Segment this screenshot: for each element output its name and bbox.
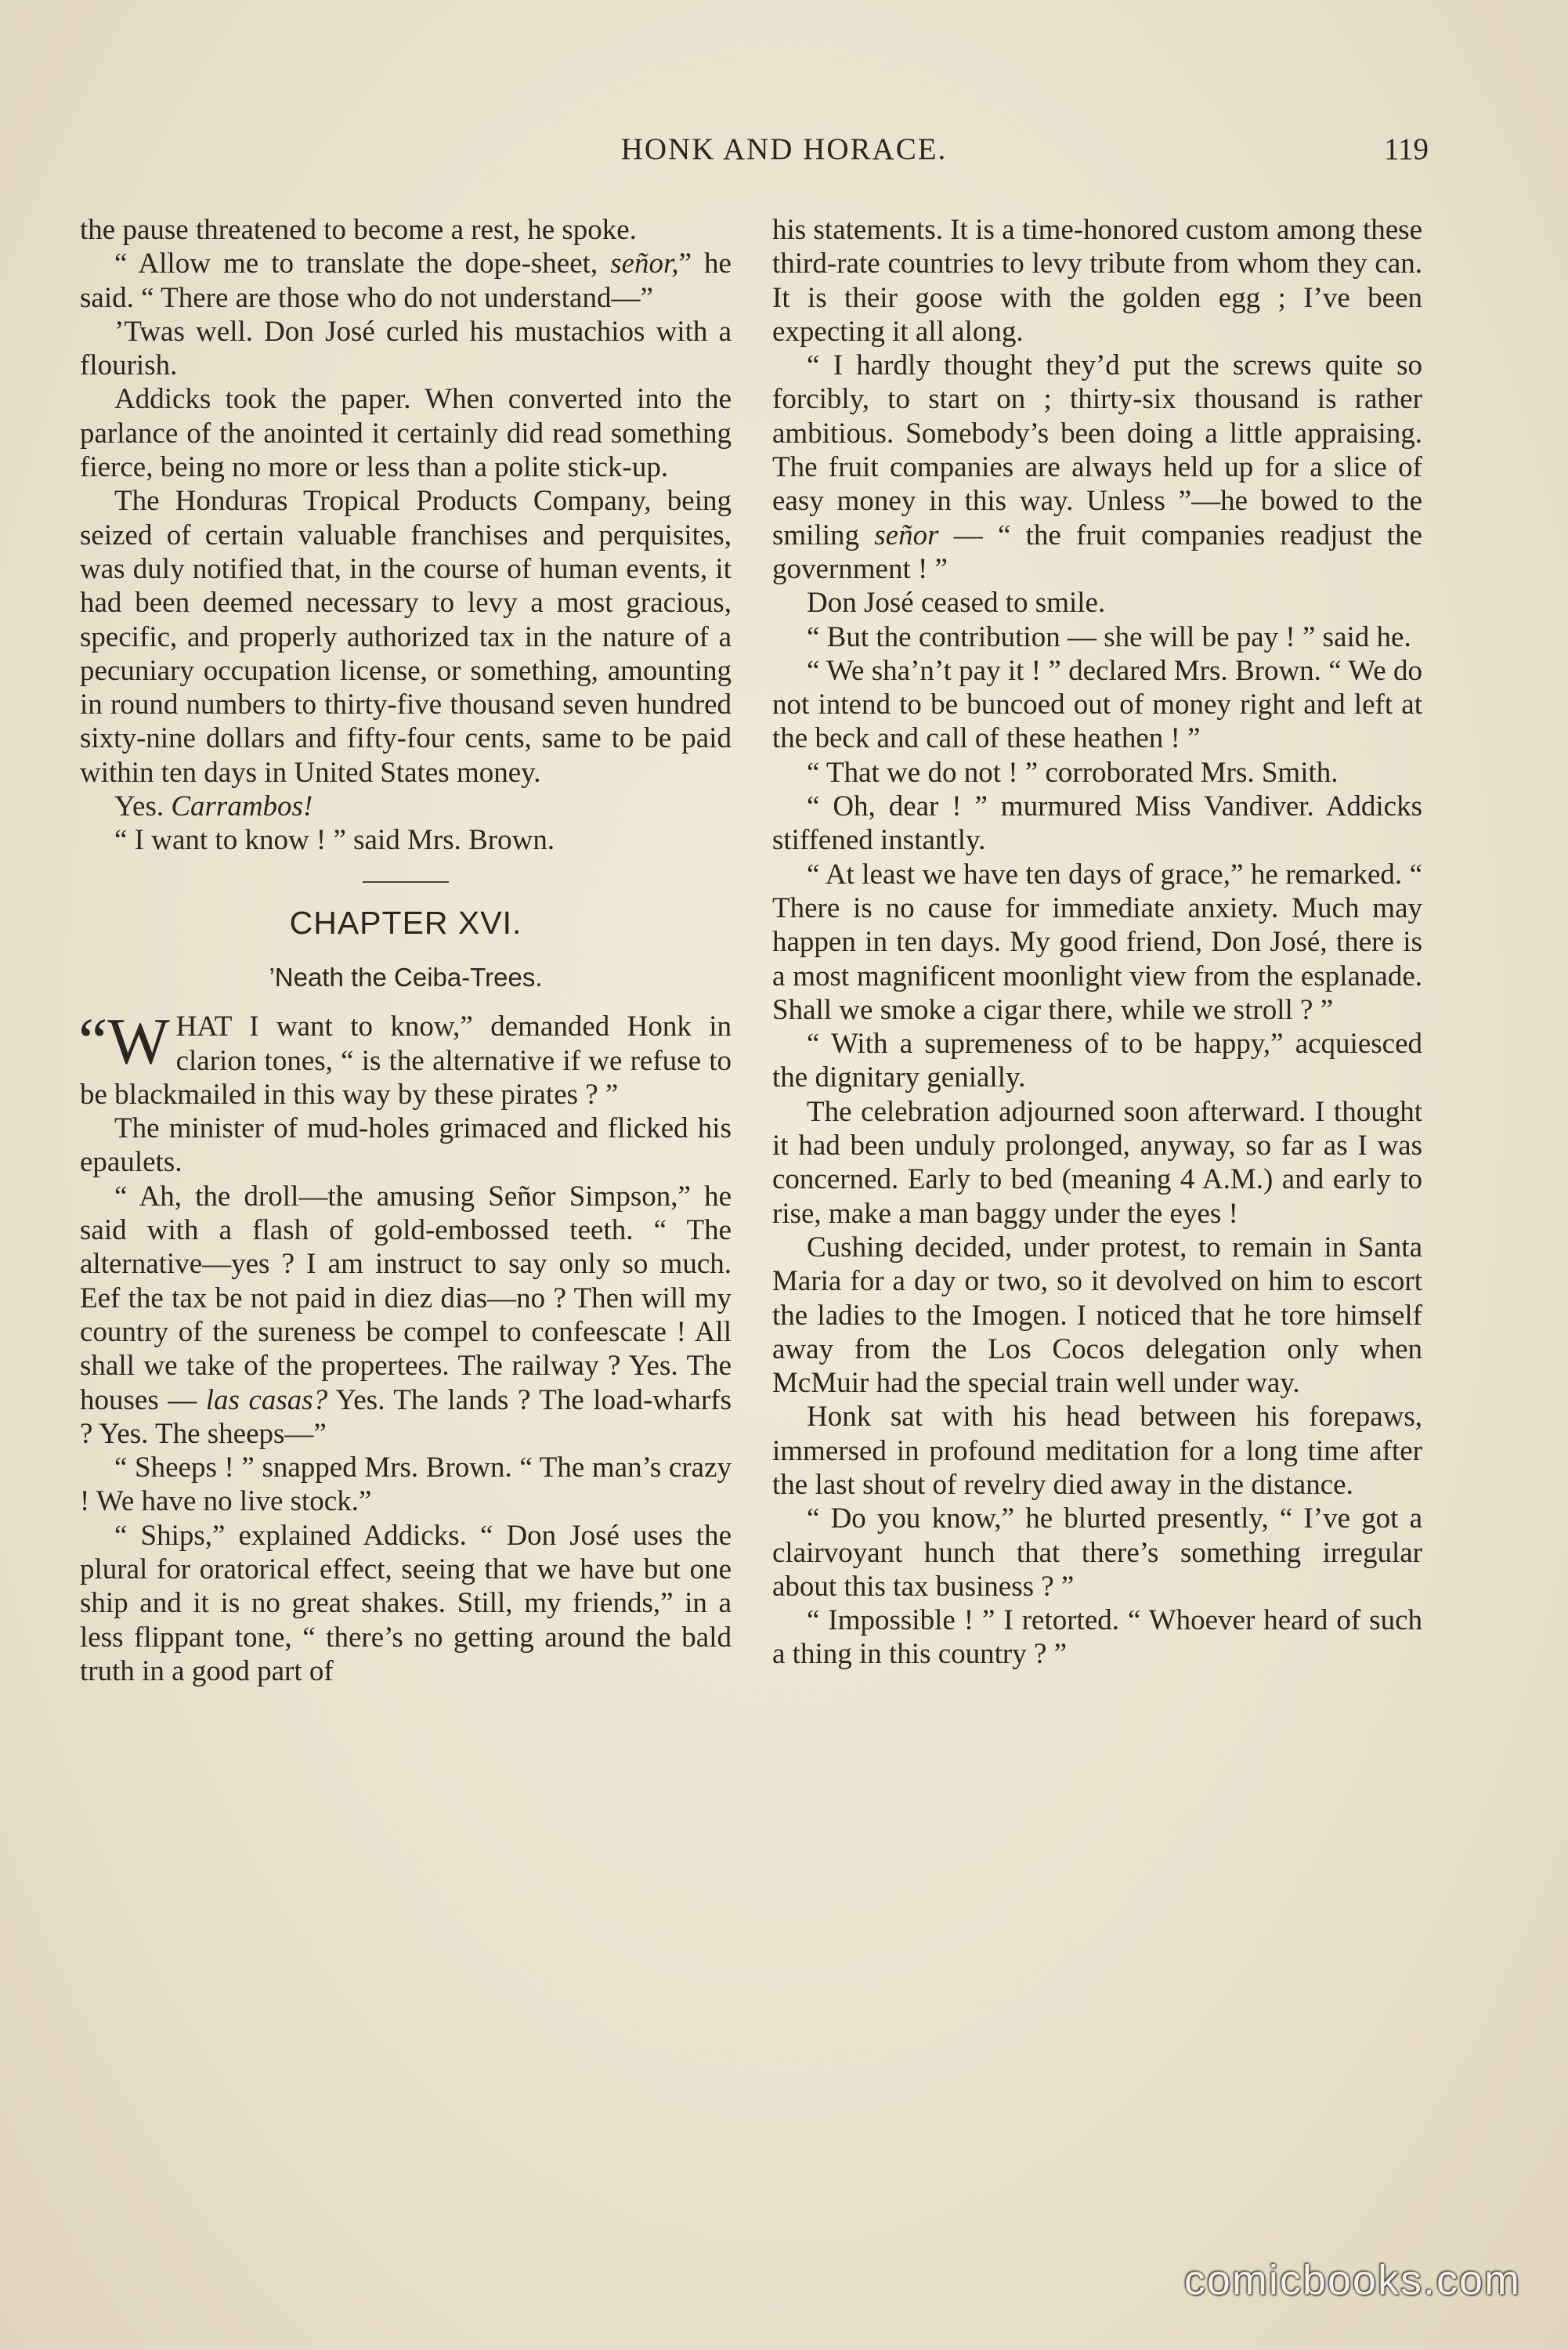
paragraph [772, 349, 1422, 586]
section-divider [363, 881, 449, 883]
paragraph: “ Do you know,” he blurted presently, “ I’ve got a clairvoyant hunch that there’s something irregular about this tax business ? ” [772, 1502, 1422, 1603]
text-run: — “ the fruit companies readjust the government ! ” [772, 519, 1422, 585]
right-column [772, 213, 1422, 1672]
text-run: ” he said. “ There are those who do not understand—” [80, 248, 732, 314]
chapter-heading: CHAPTER XVI. [289, 904, 522, 941]
text-run: “ Ah, the droll—the amusing Señor Simpson,” he said with a flash of gold-embossed teeth. “ The alternative—yes ? I am instruct to say only so much. Eef the tax be not paid in diez dias—no ? Then will my country of the sureness be compel to confeescate ! All shall we take of the propertees. The railway ? Yes. The houses — [80, 1180, 732, 1416]
chapter-subtitle: ’Neath the Ceiba-Trees. [269, 962, 543, 992]
page-header [0, 132, 1568, 179]
paragraph: “ Oh, dear ! ” murmured Miss Vandiver. Addicks stiffened instantly. [772, 790, 1422, 857]
paragraph: “ Ships,” explained Addicks. “ Don José uses the plural for oratorical effect, seeing that we have but one ship and it is no great shakes. Still, my friends,” in a less flippant tone, “ there’s no getting around the bald truth in a good part of [80, 1519, 732, 1687]
paragraph: “ Impossible ! ” I retorted. “ Whoever heard of such a thing in this country ? ” [772, 1604, 1422, 1671]
italic-text: señor, [610, 248, 679, 280]
drop-cap [78, 1005, 170, 1079]
paragraph: Honk sat with his head between his forepaws, immersed in profound meditation for a long time after the last shout of revelry died away in the distance. [772, 1401, 1422, 1501]
text-run: HAT I want to know,” demanded Honk in clarion tones, “ is the alternative if we refuse to be blackmailed in this way by these pirates ? ” [80, 1010, 732, 1111]
italic-text: las casas? [205, 1383, 328, 1416]
paragraph: The minister of mud-holes grimaced and flicked his epaulets. [80, 1112, 732, 1179]
left-column [80, 213, 732, 1688]
watermark: comicbooks.com [1183, 2257, 1521, 2304]
italic-text: señor [874, 519, 939, 551]
text-run: Yes. [114, 790, 172, 823]
paragraph: The Honduras Tropical Products Company, being seized of certain valuable franchises and perquisites, was duly notified that, in the course of human events, it had been deemed necessary to levy a most gracious, specific, and properly authorized tax in the nature of a pecuniary occupation license, or something, amounting in round numbers to thirty-five thousand seven hundred sixty-nine dollars and fifty-four cents, same to be paid within ten days in United States money. [80, 485, 732, 789]
paragraph: his statements. It is a time-honored custom among these third-rate countries to levy tribute from whom they can. It is their goose with the golden egg ; I’ve been expecting it all along. [772, 214, 1422, 348]
drop-cap-quote: “ [78, 1005, 108, 1079]
italic-text: Carrambos! [171, 790, 313, 823]
paragraph-dropcap [78, 1005, 732, 1112]
text-run: “ Allow me to translate the dope-sheet, [114, 248, 611, 280]
paragraph: Don José ceased to smile. [807, 587, 1106, 620]
paragraph [80, 247, 732, 315]
paragraph: ’Twas well. Don José curled his mustachios with a flourish. [80, 315, 732, 382]
paragraph: “ I want to know ! ” said Mrs. Brown. [114, 824, 555, 857]
running-head: HONK AND HORACE. [620, 132, 948, 166]
paragraph: The celebration adjourned soon afterward. I thought it had been unduly prolonged, anyway, so far as I was concerned. Early to bed (meaning 4 A.M.) and early to rise, make a man baggy under the eyes ! [772, 1095, 1422, 1230]
paragraph: the pause threatened to become a rest, he spoke. [80, 214, 637, 246]
paragraph: “ But the contribution — she will be pay ! ” said he. [807, 620, 1411, 653]
paragraph: Addicks took the paper. When converted into the parlance of the anointed it certainly did read something fierce, being no more or less than a polite stick-up. [80, 383, 732, 484]
paragraph: “ That we do not ! ” corroborated Mrs. Smith. [807, 756, 1339, 789]
text-run: Yes. The lands ? The load-wharfs ? Yes. The sheeps—” [80, 1383, 732, 1450]
text-run: “ I hardly thought they’d put the screws quite so forcibly, to start on ; thirty-six thousand is rather ambitious. Somebody’s been doing a little appraising. The fruit companies are always held up for a slice of easy money in this way. Unless ”—he bowed to the smiling [772, 349, 1422, 551]
paragraph [80, 1180, 732, 1451]
paragraph: “ At least we have ten days of grace,” he remarked. “ There is no cause for immediate anxiety. Much may happen in ten days. My good friend, Don José, there is a most magnificent moonlight view from the esplanade. Shall we smoke a cigar there, while we stroll ? ” [772, 858, 1422, 1026]
drop-cap-letter: W [107, 1005, 170, 1079]
paragraph: “ Sheeps ! ” snapped Mrs. Brown. “ The man’s crazy ! We have no live stock.” [80, 1452, 732, 1518]
paragraph: “ We sha’n’t pay it ! ” declared Mrs. Brown. “ We do not intend to be buncoed out of money right and left at the beck and call of these heathen ! ” [772, 654, 1422, 755]
page-number: 119 [1383, 132, 1429, 166]
paragraph: “ With a supremeness of to be happy,” acquiesced the dignitary genially. [772, 1028, 1422, 1094]
paragraph [80, 790, 732, 823]
paragraph: Cushing decided, under protest, to remain in Santa Maria for a day or two, so it devolved on him to escort the ladies to the Imogen. I noticed that he tore himself away from the Los Cocos delegation only when McMuir had the special train well under way. [772, 1231, 1422, 1400]
